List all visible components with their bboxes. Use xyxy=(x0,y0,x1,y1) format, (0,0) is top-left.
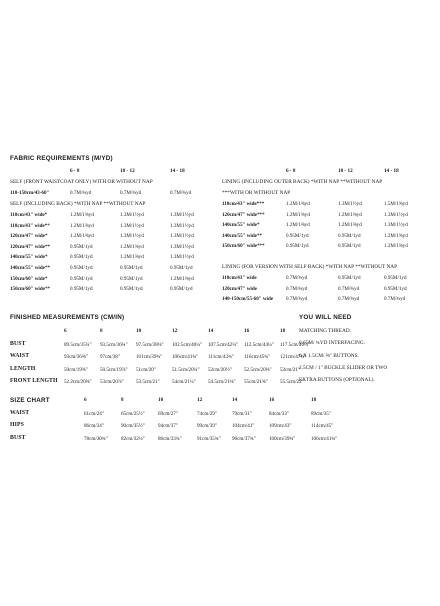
finished-row-value: 93.5cm/36¾" xyxy=(100,342,128,348)
fabric-row-label: 140cm/55" wide* xyxy=(222,222,260,229)
finished-row-value: 52.2cm/20⅝" xyxy=(64,378,92,385)
fabric-row-value: 0.95M/1yd xyxy=(120,265,143,271)
fabric-row-label: 110cm/43" wide** xyxy=(10,222,50,229)
size-chart-row-value: 106cm/41¾" xyxy=(311,435,338,442)
fabric-row-label: 150cm/60" wide*** xyxy=(222,243,265,250)
size-chart-size-header: 16 xyxy=(269,397,275,403)
fabric-row-label: 140cm/55" wide* xyxy=(10,254,48,261)
fabric-row-label: 150cm/60" wide* xyxy=(10,275,48,282)
fabric-row-value: 1.2M/1⅜yd xyxy=(286,211,310,218)
finished-row-value: 97cm/38" xyxy=(100,354,120,361)
fabric-right-size-14-18: 14 - 18 xyxy=(384,168,399,174)
size-chart-size-header: 18 xyxy=(311,397,317,403)
finished-size-header: 6 xyxy=(64,328,67,334)
finished-measurements-title: FINISHED MEASUREMENTS (CM/IN) xyxy=(10,314,125,321)
fabric-row-value: 0.95M/1yd xyxy=(338,243,361,250)
you-will-need-item: 0.65M/ ¾YD INTERFACING. xyxy=(299,340,365,347)
fabric-row-value: 0.7M/¾yd xyxy=(384,296,406,303)
fabric-right-note: ***WITH OR WITHOUT NAP xyxy=(222,190,291,196)
size-chart-row-value: 61cm/24" xyxy=(84,411,104,417)
fabric-left-size-14-18: 14 - 18 xyxy=(170,168,185,174)
finished-row-value: 52cm/20½" xyxy=(208,366,232,373)
fabric-row-value: 1.2M/1⅜yd xyxy=(286,222,310,229)
finished-row-value: 117.5cm/46¼" xyxy=(280,342,310,348)
finished-row-label: WAIST xyxy=(10,353,30,360)
fabric-row-value: 0.95M/1yd xyxy=(120,286,143,293)
fabric-row-value: 0.7M/¾yd xyxy=(286,296,308,303)
fabric-row-label: 150cm/60" wide** xyxy=(10,286,51,293)
size-chart-row-value: 90cm/35½" xyxy=(121,423,145,430)
fabric-row-value: 1.3M/1½yd xyxy=(338,201,362,207)
fabric-row-label: 140cm/55" wide** xyxy=(222,232,263,239)
finished-row-value: 51cm/20" xyxy=(136,366,156,373)
fabric-row-value: 1.3M/1½yd xyxy=(170,222,194,229)
fabric-row-value: 0.7M/¾yd xyxy=(286,275,308,281)
finished-row-value: 106cm/41¾" xyxy=(172,354,199,361)
size-chart-size-header: 10 xyxy=(158,397,164,403)
fabric-row-value: 0.7M/¾yd xyxy=(338,285,360,292)
finished-row-label: BUST xyxy=(10,341,26,347)
finished-row-value: 116cm/45¾" xyxy=(244,354,271,361)
fabric-row-value: 1.3M/1½yd xyxy=(170,212,194,218)
size-chart-size-header: 12 xyxy=(197,397,203,403)
fabric-row-value: 1.2M/1⅜yd xyxy=(286,201,310,207)
you-will-need-item: MATCHING THREAD. xyxy=(299,328,351,334)
fabric-row-label: 110-150cm/43-60" xyxy=(10,190,50,196)
finished-row-value: 97.5cm/38⅜" xyxy=(136,342,164,348)
fabric-row-value: 1.2M/1⅜yd xyxy=(70,233,94,240)
fabric-row-value: 1.2M/1⅜yd xyxy=(384,232,408,239)
fabric-row-value: 0.95M/1yd xyxy=(170,286,193,293)
finished-row-value: 53cm/21" xyxy=(280,366,300,373)
fabric-row-value: 1.2M/1⅜yd xyxy=(120,254,144,261)
size-chart-row-value: 89cm/35" xyxy=(311,411,331,417)
finished-size-header: 10 xyxy=(136,328,142,334)
fabric-row-value: 0.95M/1yd xyxy=(384,275,407,281)
size-chart-row-value: 104cm/41" xyxy=(232,423,255,430)
fabric-left-size-6-8: 6 - 8 xyxy=(70,168,80,174)
fabric-row-value: 0.95M/1yd xyxy=(338,232,361,239)
fabric-row-value: 0.95M/1yd xyxy=(70,265,93,271)
size-chart-row-label: BUST xyxy=(10,434,26,441)
finished-row-value: 50.5cm/19⅞" xyxy=(100,366,128,373)
finished-row-label: LENGTH xyxy=(10,365,36,372)
fabric-row-label: 120cm/47" wide** xyxy=(10,243,51,250)
fabric-row-value: 0.7M/¾yd xyxy=(120,190,142,196)
finished-row-value: 121cm/47⅝" xyxy=(280,354,307,361)
fabric-row-value: 0.95M/1yd xyxy=(70,243,93,250)
size-chart-size-header: 8 xyxy=(121,397,124,403)
fabric-row-value: 1.3M/1½yd xyxy=(170,254,194,261)
fabric-row-value: 0.7M/¾yd xyxy=(70,190,92,196)
size-chart-row-value: 82cm/32¼" xyxy=(121,435,145,442)
size-chart-row-value: 86cm/34" xyxy=(84,423,104,430)
fabric-row-label: 120cm/47" wide* xyxy=(10,233,48,240)
size-chart-row-label: WAIST xyxy=(10,410,30,416)
fabric-row-value: 0.95M/1yd xyxy=(338,275,361,281)
finished-size-header: 12 xyxy=(172,328,178,334)
fabric-row-label: 120cm/47" wide xyxy=(222,285,257,292)
fabric-row-value: 1.3M/1½yd xyxy=(120,233,144,240)
fabric-row-value: 0.95M/1yd xyxy=(286,243,309,250)
fabric-row-value: 1.3M/1½yd xyxy=(120,222,144,229)
size-chart-size-header: 6 xyxy=(84,397,87,403)
size-chart-row-value: 79cm/31" xyxy=(232,411,252,417)
finished-row-value: 102.5cm/40¼" xyxy=(172,342,203,348)
size-chart-row-value: 91cm/35¾" xyxy=(197,435,221,442)
fabric-row-value: 1.2M/1⅜yd xyxy=(384,243,408,250)
fabric-row-value: 0.95M/1yd xyxy=(70,275,93,282)
fabric-right-section1-title: LINING (INCLUDING OUTER BACK) *WITH NAP **WITHOUT NAP xyxy=(222,179,383,185)
fabric-row-value: 0.95M/1yd xyxy=(120,275,143,282)
finished-row-value: 52.5cm/20⅝" xyxy=(244,366,272,373)
finished-row-value: 51.5cm/20¼" xyxy=(172,366,200,373)
fabric-right-section2-title: LINING (FOR VERSION WITH SELF BACK) *WITH NAP **WITHOUT NAP xyxy=(222,264,398,270)
fabric-row-value: 1.2M/1⅜yd xyxy=(120,243,144,250)
fabric-row-label: 110cm/43" wide* xyxy=(10,212,48,218)
size-chart-row-label: HIPS xyxy=(10,422,24,429)
fabric-row-label: 110cm/43" wide xyxy=(222,275,257,281)
size-chart-row-value: 94cm/37" xyxy=(158,423,178,430)
finished-row-value: 93cm/36⅝" xyxy=(64,354,88,361)
fabric-row-value: 0.7M/¾yd xyxy=(170,190,192,196)
finished-row-value: 54.5cm/21⅜" xyxy=(208,378,236,385)
you-will-need-item: 6 X 1.5CM/ ⅝" BUTTONS. xyxy=(299,352,359,359)
fabric-left-section1-title: SELF (FRONT WAISTCOAT ONLY) WITH OR WITHOUT NAP xyxy=(10,179,153,185)
size-chart-row-value: 114cm/45" xyxy=(311,423,334,430)
finished-row-value: 112.5cm/44¼" xyxy=(244,342,274,348)
size-chart-row-value: 100cm/39¾" xyxy=(269,435,296,442)
fabric-row-value: 1.3M/1½yd xyxy=(120,212,144,218)
fabric-row-value: 0.95M/1yd xyxy=(384,285,407,292)
finished-row-value: 54cm/21¼" xyxy=(172,378,196,385)
finished-row-value: 53cm/20⅞" xyxy=(100,378,124,385)
finished-size-header: 16 xyxy=(244,328,250,334)
fabric-row-value: 1.2M/1⅜yd xyxy=(338,211,362,218)
fabric-row-value: 1.2M/1⅜yd xyxy=(70,222,94,229)
size-chart-row-value: 74cm/29" xyxy=(197,411,217,417)
fabric-row-label: 140-150cm/55-60" wide xyxy=(222,296,274,303)
fabric-row-value: 0.95M/1yd xyxy=(170,265,193,271)
fabric-row-value: 0.95M/1yd xyxy=(70,286,93,293)
size-chart-row-value: 65cm/25½" xyxy=(121,411,145,417)
finished-row-value: 50cm/19⅝" xyxy=(64,366,88,373)
you-will-need-item: 2.5CM / 1" BUCKLE SLIDER OR TWO xyxy=(299,364,388,371)
size-chart-row-value: 99cm/39" xyxy=(197,423,217,430)
fabric-row-label: 120cm/47" wide*** xyxy=(222,211,265,218)
fabric-row-value: 1.2M/1⅜yd xyxy=(170,275,194,282)
finished-row-value: 89.5cm/35¼" xyxy=(64,342,92,348)
finished-size-header: 18 xyxy=(280,328,286,334)
size-chart-row-value: 78cm/30¾" xyxy=(84,435,108,442)
finished-size-header: 8 xyxy=(100,328,103,334)
finished-row-value: 111cm/43¾" xyxy=(208,354,234,361)
finished-row-value: 53.5cm/21" xyxy=(136,378,160,385)
fabric-row-value: 0.95M/1yd xyxy=(286,232,309,239)
fabric-row-value: 0.7M/¾yd xyxy=(338,296,360,303)
size-chart-row-value: 84cm/33" xyxy=(269,411,289,417)
fabric-left-section2-title: SELF (INCLUDING BACK) *WITH NAP **WITHOUT NAP xyxy=(10,201,146,207)
size-chart-row-value: 69cm/27" xyxy=(158,411,178,417)
finished-row-value: 101cm/39¾" xyxy=(136,354,163,361)
fabric-right-size-6-8: 6 - 8 xyxy=(286,168,296,174)
finished-row-label: FRONT LENGTH xyxy=(10,377,58,384)
fabric-row-value: 1.2M/1⅜yd xyxy=(338,222,362,229)
fabric-row-value: 1.3M/1½yd xyxy=(170,243,194,250)
fabric-row-value: 1.3M/1½yd xyxy=(170,233,194,240)
fabric-row-label: 110cm/43" wide*** xyxy=(222,201,265,207)
fabric-row-value: 0.7M/¾yd xyxy=(286,285,308,292)
size-chart-row-value: 96cm/37¾" xyxy=(232,435,256,442)
fabric-row-value: 1.2M/1⅜yd xyxy=(70,212,94,218)
fabric-row-value: 1.5M/1⅝yd xyxy=(384,201,408,207)
finished-row-value: 55cm/21⅝" xyxy=(244,378,268,385)
fabric-requirements-title: FABRIC REQUIREMENTS (M/YD) xyxy=(10,155,113,162)
fabric-right-size-10-12: 10 - 12 xyxy=(338,168,353,174)
fabric-row-value: 0.95M/1yd xyxy=(70,254,93,261)
fabric-row-value: 1.3M/1½yd xyxy=(384,222,408,229)
size-chart-row-value: 109cm/43" xyxy=(269,423,292,430)
size-chart-title: SIZE CHART xyxy=(10,397,50,404)
finished-size-header: 14 xyxy=(208,328,214,334)
you-will-need-title: YOU WILL NEED xyxy=(299,314,352,321)
fabric-left-size-10-12: 10 - 12 xyxy=(120,168,135,174)
you-will-need-item: EXTRA BUTTONS (OPTIONAL). xyxy=(299,377,375,384)
size-chart-row-value: 86cm/33¾" xyxy=(158,435,182,442)
size-chart-size-header: 14 xyxy=(232,397,238,403)
finished-row-value: 107.5cm/42¼" xyxy=(208,342,239,348)
finished-row-value: 55.5cm/22" xyxy=(280,378,304,385)
fabric-row-label: 140cm/55" wide** xyxy=(10,265,51,271)
fabric-row-value: 1.3M/1½yd xyxy=(384,211,408,218)
